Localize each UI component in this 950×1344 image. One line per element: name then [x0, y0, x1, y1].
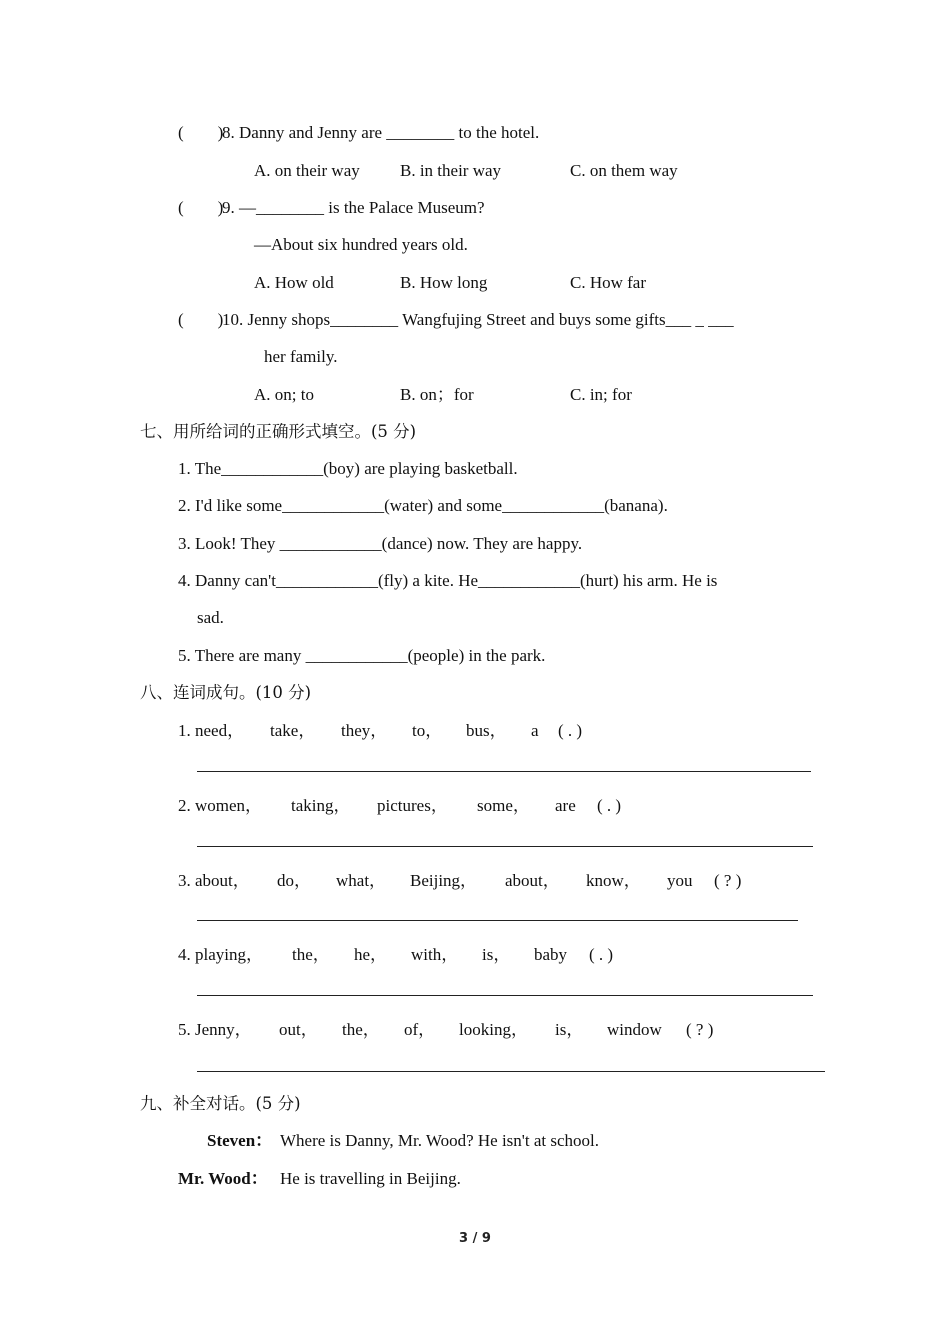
word: you	[667, 871, 693, 890]
word: the，	[342, 1020, 380, 1039]
word: the，	[292, 945, 330, 964]
option-b: B. on；for	[400, 385, 474, 404]
answer-line	[197, 846, 813, 847]
word: Beijing，	[410, 871, 478, 890]
dialog-text: Where is Danny, Mr. Wood? He isn't at school.	[280, 1131, 599, 1150]
question-text-continued: her family.	[264, 347, 338, 366]
word: a	[531, 721, 539, 740]
word: what，	[336, 871, 387, 890]
question-text: 9. —________ is the Palace Museum?	[222, 198, 485, 217]
word: pictures，	[377, 796, 448, 815]
speaker-name: Steven：	[207, 1131, 273, 1150]
fill-item: 4. Danny can't____________(fly) a kite. He____________(hurt) his arm. He is	[178, 571, 718, 590]
question-text-continued: —About six hundred years old.	[254, 235, 468, 254]
section-8-heading: 八、连词成句。(10 分)	[140, 683, 312, 702]
option-a: A. on; to	[254, 385, 314, 404]
fill-item: 5. There are many ____________(people) in the park.	[178, 646, 546, 665]
section-9-heading: 九、补全对话。(5 分)	[140, 1094, 301, 1113]
word: of，	[404, 1020, 436, 1039]
fill-item: 1. The____________(boy) are playing basketball.	[178, 459, 518, 478]
word: 3. about，	[178, 871, 250, 890]
end-punctuation: ( . )	[558, 721, 583, 740]
option-c: C. How far	[570, 273, 647, 292]
dialog-text: He is travelling in Beijing.	[280, 1169, 461, 1188]
option-c: C. on them way	[570, 161, 678, 180]
word: is，	[482, 945, 511, 964]
word: 4. playing，	[178, 945, 263, 964]
word: looking，	[459, 1020, 528, 1039]
option-a: A. How old	[254, 273, 334, 292]
word: 5. Jenny，	[178, 1020, 252, 1039]
answer-bracket: ( )	[178, 123, 224, 142]
answer-line	[197, 771, 811, 772]
word-order-item-2	[0, 795, 950, 817]
speaker-name: Mr. Wood：	[178, 1169, 268, 1188]
word: is，	[555, 1020, 584, 1039]
fill-item: 2. I'd like some____________(water) and some____________(banana).	[178, 496, 668, 515]
word: some，	[477, 796, 530, 815]
end-punctuation: ( . )	[589, 945, 614, 964]
section-7-heading: 七、用所给词的正确形式填空。(5 分)	[140, 422, 417, 441]
answer-line	[197, 995, 813, 996]
word: taking，	[291, 796, 351, 815]
answer-line	[197, 920, 798, 921]
word: to，	[412, 721, 443, 740]
word: window	[607, 1020, 662, 1039]
word: with，	[411, 945, 459, 964]
answer-bracket: ( )	[178, 310, 224, 329]
word: bus，	[466, 721, 507, 740]
word-order-item-1	[0, 720, 950, 742]
option-b: B. How long	[400, 273, 488, 292]
question-text: 10. Jenny shops________ Wangfujing Street and buys some gifts___ _ ___	[222, 310, 734, 329]
word-order-item-5	[0, 1019, 950, 1041]
word: 1. need，	[178, 721, 245, 740]
word-order-item-3	[0, 870, 950, 892]
word: 2. women，	[178, 796, 263, 815]
word: about，	[505, 871, 560, 890]
word: out，	[279, 1020, 318, 1039]
word: baby	[534, 945, 568, 964]
word: they，	[341, 721, 388, 740]
word: he，	[354, 945, 388, 964]
word-order-item-4	[0, 944, 950, 966]
fill-item: 3. Look! They ____________(dance) now. They are happy.	[178, 534, 583, 553]
answer-line	[197, 1071, 825, 1072]
word: do，	[277, 871, 311, 890]
page-number: 3 / 9	[459, 1231, 491, 1246]
option-c: C. in; for	[570, 385, 632, 404]
word: know，	[586, 871, 641, 890]
answer-bracket: ( )	[178, 198, 224, 217]
end-punctuation: ( ? )	[714, 871, 742, 890]
option-a: A. on their way	[254, 161, 360, 180]
word: take，	[270, 721, 316, 740]
word: are	[555, 796, 576, 815]
end-punctuation: ( . )	[597, 796, 622, 815]
fill-item-continued: sad.	[197, 608, 224, 627]
option-b: B. in their way	[400, 161, 502, 180]
question-text: 8. Danny and Jenny are ________ to the hotel.	[222, 123, 540, 142]
end-punctuation: ( ? )	[686, 1020, 714, 1039]
